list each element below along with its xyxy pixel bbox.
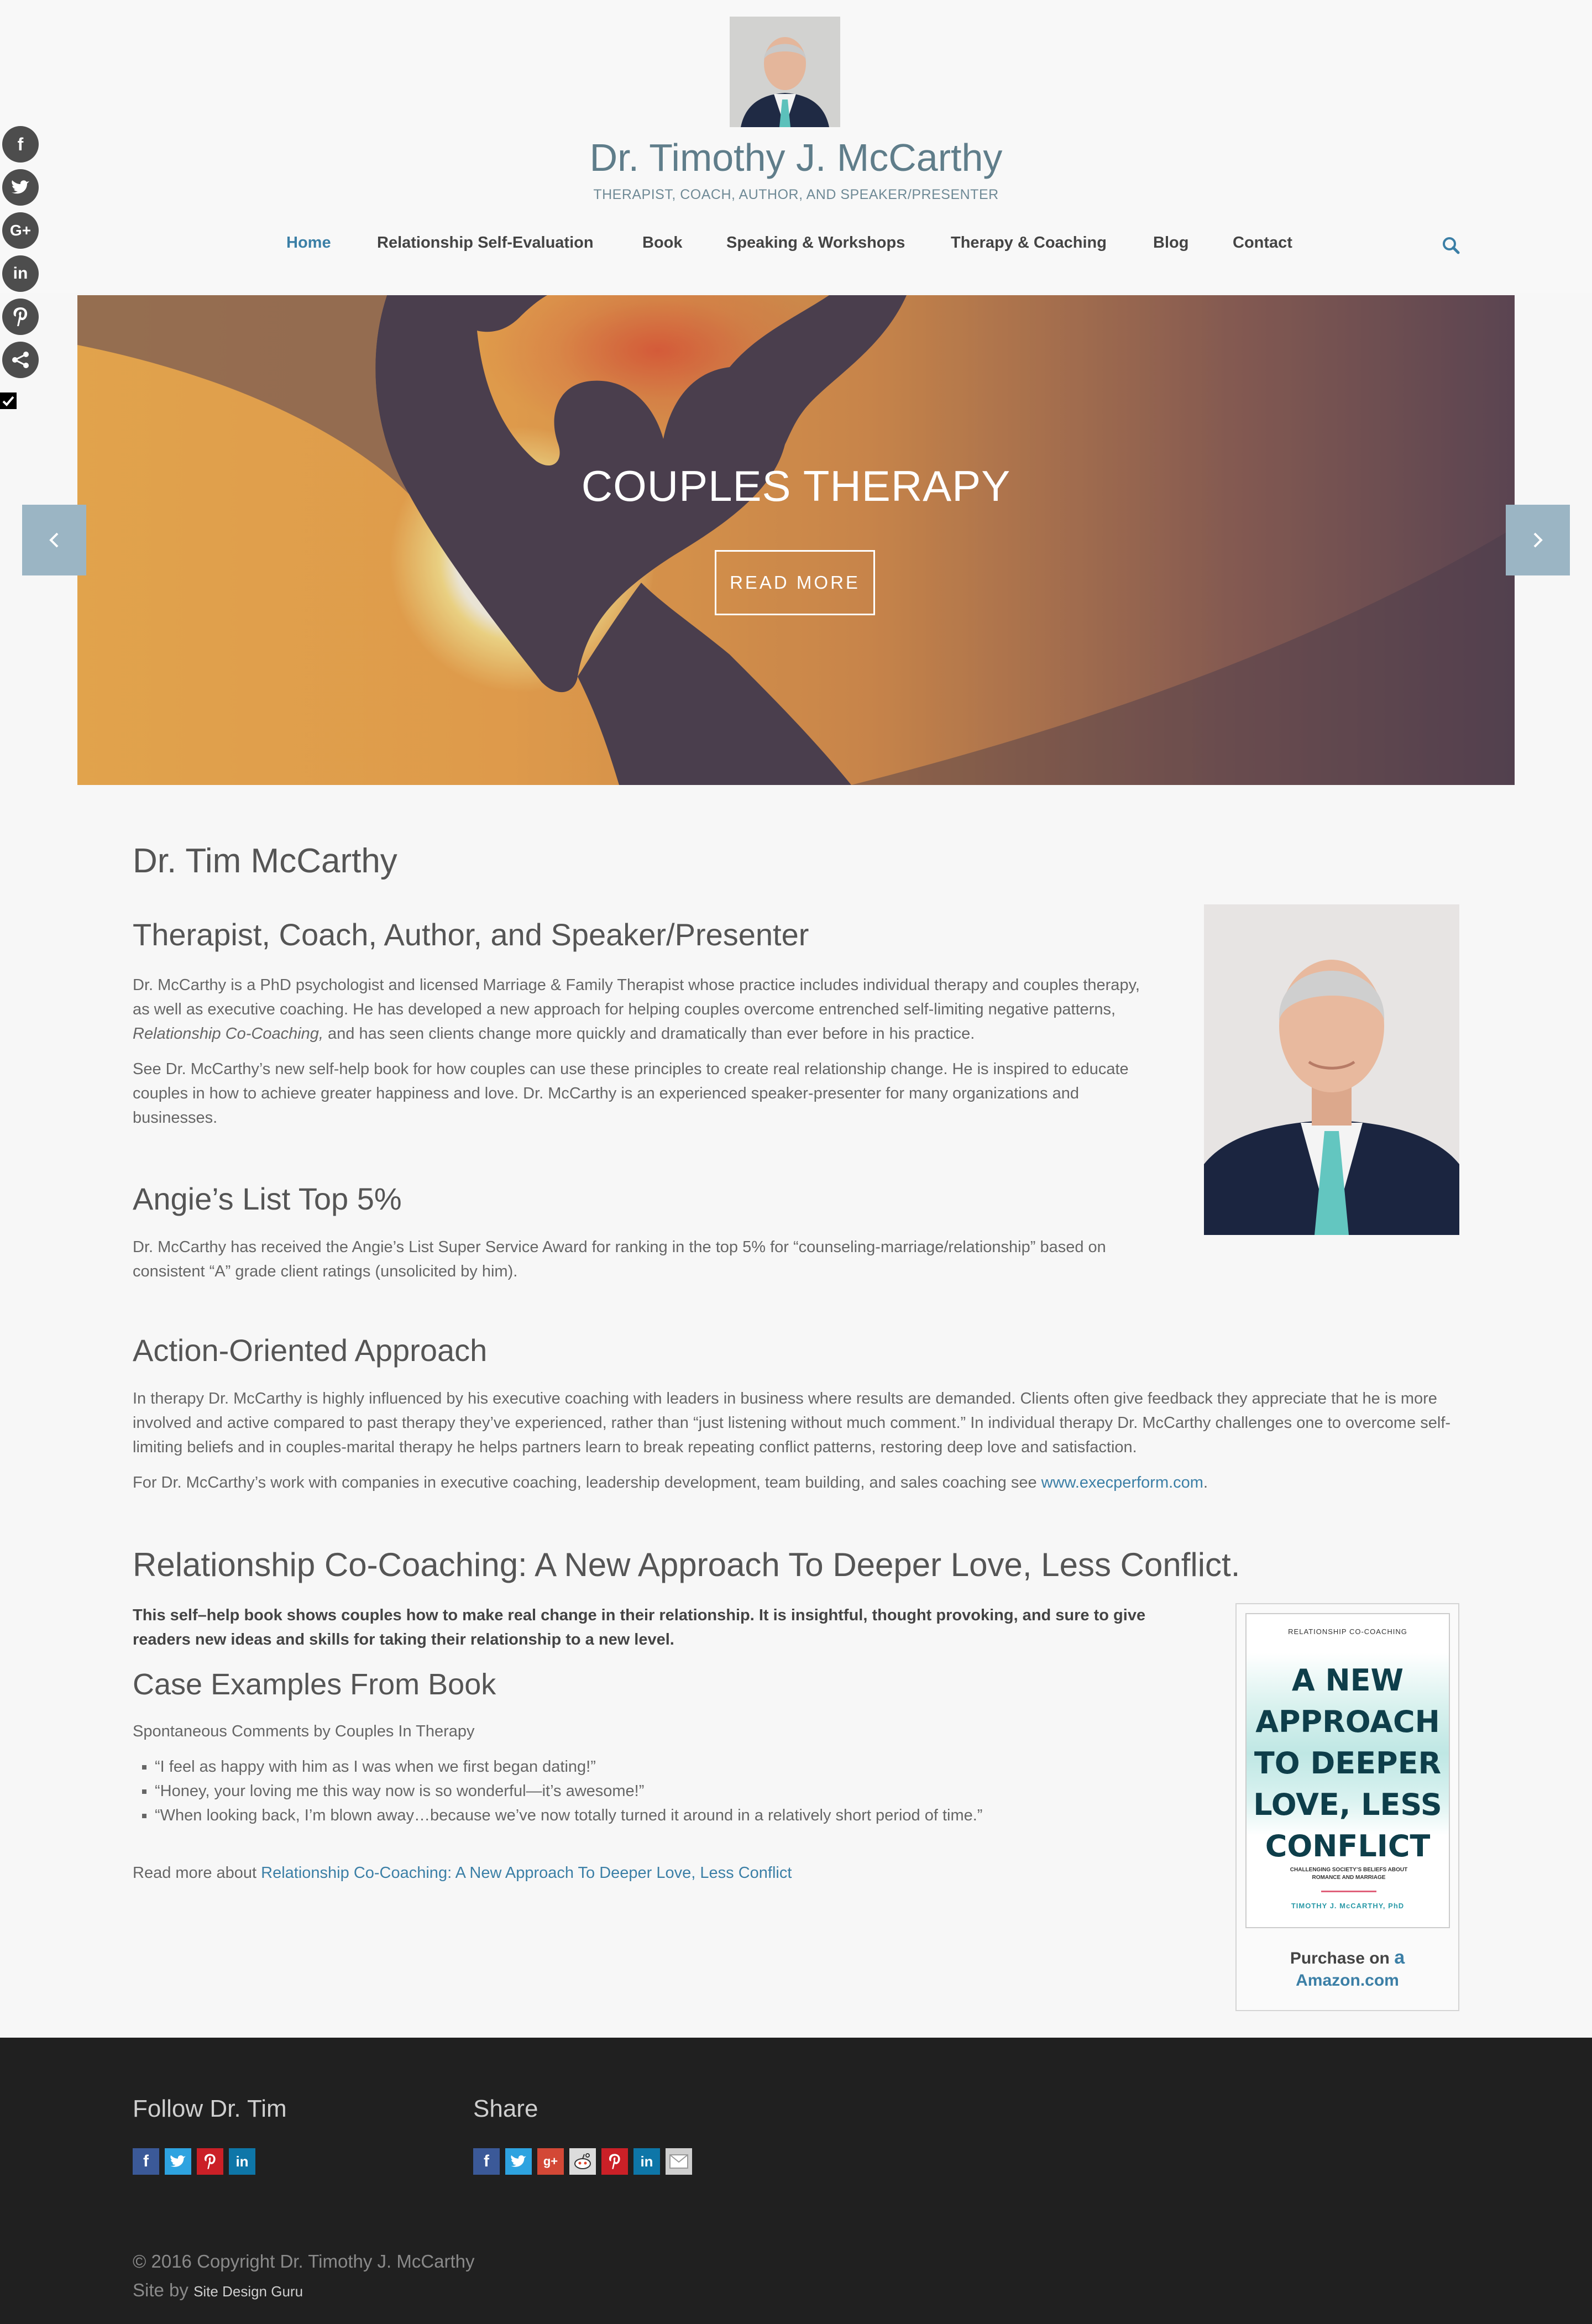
execperform-end: . [1203,1474,1208,1491]
facebook-icon[interactable]: f [473,2148,500,2175]
execperform-link[interactable]: www.execperform.com [1041,1474,1203,1491]
copyright-text: © 2016 Copyright Dr. Timothy J. McCarthy [133,2251,475,2271]
purchase-label: Purchase on [1290,1949,1390,1967]
action-oriented-paragraph: In therapy Dr. McCarthy is highly influenced by his executive coaching with leaders in business where results are demanded. Clients often give feedback they appreciate that he is more involved and active compared to past therapy they’ve experienced, rather than “just listening without much comment.” In individual therapy Dr. McCarthy challenges one to overcome self-limiting beliefs and in couples-marital therapy he helps partners learn to break repeating conflict patterns, restoring deep love and satisfaction. [133,1390,1451,1456]
page-title: Dr. Tim McCarthy [133,842,397,880]
list-item: ▪ “I feel as happy with him as I was when we first began dating!” [155,1755,982,1779]
list-item: ▪ “Honey, your loving me this way now is so wonderful—it’s awesome!” [155,1779,982,1803]
book-cover-subtitle: CHALLENGING SOCIETY’S BELIEFS ABOUT ROMANCE AND MARRIAGE [1290,1867,1408,1881]
execperform-text: For Dr. McCarthy’s work with companies in executive coaching, leadership development, team building, and sales coaching see [133,1474,1041,1491]
site-header [0,0,1592,293]
nav-item-contact[interactable]: Contact [1233,234,1292,252]
purchase-label-row [1237,1947,1458,1969]
comments-label: Spontaneous Comments by Couples In Therapy [133,1723,475,1740]
intro-text-end: and has seen clients change more quickly and dramatically than ever before in his practice. [323,1025,975,1043]
facebook-icon[interactable]: f [2,126,39,163]
hero-title: COUPLES THERAPY [581,462,1011,510]
book-intro-paragraph: See Dr. McCarthy’s new self-help book for how couples can use these principles to create real relationship change. He is inspired to educate couples in how to achieve greater happiness and love. Dr. McCarthy is an experienced speaker-presenter for many organizations and businesses. [133,1060,1129,1127]
book-series-label: RELATIONSHIP CO-COACHING [1288,1627,1407,1636]
reddit-icon[interactable] [569,2148,596,2175]
execperform-paragraph [133,1470,1459,1495]
pinterest-icon[interactable] [601,2148,628,2175]
google-plus-icon[interactable]: g+ [537,2148,564,2175]
slider-next-arrow-icon[interactable] [1506,505,1570,575]
read-more-text: Read more about [133,1864,261,1882]
main-navigation [276,224,1492,268]
book-title-line: A NEW [1291,1663,1404,1698]
intro-emphasis: Relationship Co-Coaching, [133,1025,323,1043]
linkedin-icon[interactable]: in [229,2148,255,2175]
hero-overlay [77,295,1515,785]
book-title-line: LOVE, LESS [1253,1787,1442,1822]
section-heading-therapist: Therapist, Coach, Author, and Speaker/Presenter [133,917,809,952]
book-title-line: TO DEEPER [1254,1746,1442,1781]
amazon-icon: a [1394,1947,1405,1968]
intro-paragraph [133,973,1161,1046]
read-more-book-link[interactable]: Relationship Co-Coaching: A New Approach To Deeper Love, Less Conflict [261,1864,792,1882]
share-bar-toggle-icon[interactable] [0,392,17,409]
pinterest-icon[interactable] [197,2148,223,2175]
hero-read-more-button[interactable]: READ MORE [715,550,875,615]
share-icon[interactable] [2,342,39,378]
book-cover-author: TIMOTHY J. McCARTHY, PhD [1291,1902,1405,1910]
share-heading: Share [473,2095,538,2122]
section-heading-action-oriented: Action-Oriented Approach [133,1333,488,1368]
section-heading-book: Relationship Co-Coaching: A New Approach To Deeper Love, Less Conflict. [133,1546,1240,1583]
hero-slider [77,295,1515,785]
search-icon[interactable] [1440,234,1462,257]
quotes-list [133,1755,982,1828]
nav-item-home[interactable]: Home [286,234,331,252]
book-intro-bold: This self–help book shows couples how to make real change in their relationship. It is insightful, thought provoking, and sure to give readers new ideas and skills for taking their relationship to a new level. [133,1606,1146,1648]
site-title[interactable]: Dr. Timothy J. McCarthy [589,136,1003,179]
read-more-paragraph [133,1861,792,1885]
twitter-icon[interactable] [505,2148,532,2175]
pinterest-icon[interactable] [2,299,39,335]
list-item: ▪ “When looking back, I’m blown away…because we’ve now totally turned it around in a relatively short period of time.” [155,1803,982,1828]
book-cover-image[interactable] [1245,1613,1450,1928]
nav-item-relationship-self-evaluation[interactable]: Relationship Self-Evaluation [377,234,594,252]
dr-mccarthy-portrait-image [1204,904,1459,1235]
book-title-line: CONFLICT [1265,1829,1431,1864]
case-examples-heading: Case Examples From Book [133,1668,496,1701]
linkedin-icon[interactable]: in [2,255,39,292]
section-heading-angies-list: Angie’s List Top 5% [133,1181,402,1216]
slider-prev-arrow-icon[interactable] [22,505,86,575]
book-title-line: APPROACH [1255,1704,1440,1739]
email-icon[interactable] [666,2148,692,2175]
twitter-icon[interactable] [2,169,39,206]
book-cover-title [1247,1660,1449,1867]
nav-item-speaking-workshops[interactable]: Speaking & Workshops [726,234,905,252]
amazon-link[interactable]: Amazon.com [1296,1971,1399,1990]
book-promo-box [1235,1603,1459,2011]
site-tagline: THERAPIST, COACH, AUTHOR, AND SPEAKER/PRESENTER [593,187,999,202]
site-credit [133,2280,303,2301]
nav-item-book[interactable]: Book [642,234,683,252]
nav-item-therapy-coaching[interactable]: Therapy & Coaching [951,234,1107,252]
nav-item-blog[interactable]: Blog [1153,234,1189,252]
credit-prefix: Site by [133,2280,188,2300]
twitter-icon[interactable] [165,2148,191,2175]
linkedin-icon[interactable]: in [633,2148,660,2175]
intro-text: Dr. McCarthy is a PhD psychologist and licensed Marriage & Family Therapist whose practice includes individual therapy and couples therapy, as well as executive coaching. He has developed a new approach for helping couples overcome entrenched self-limiting negative patterns, [133,976,1140,1018]
header-headshot-image[interactable] [730,17,840,127]
follow-heading: Follow Dr. Tim [133,2095,287,2122]
google-plus-icon[interactable]: G+ [2,212,39,249]
facebook-icon[interactable]: f [133,2148,159,2175]
book-cover-divider [1321,1891,1376,1892]
site-design-guru-link[interactable]: Site Design Guru [193,2283,303,2300]
angies-list-paragraph: Dr. McCarthy has received the Angie’s List Super Service Award for ranking in the top 5% for “counseling-marriage/relationship” based on consistent “A” grade client ratings (unsolicited by him). [133,1238,1106,1280]
